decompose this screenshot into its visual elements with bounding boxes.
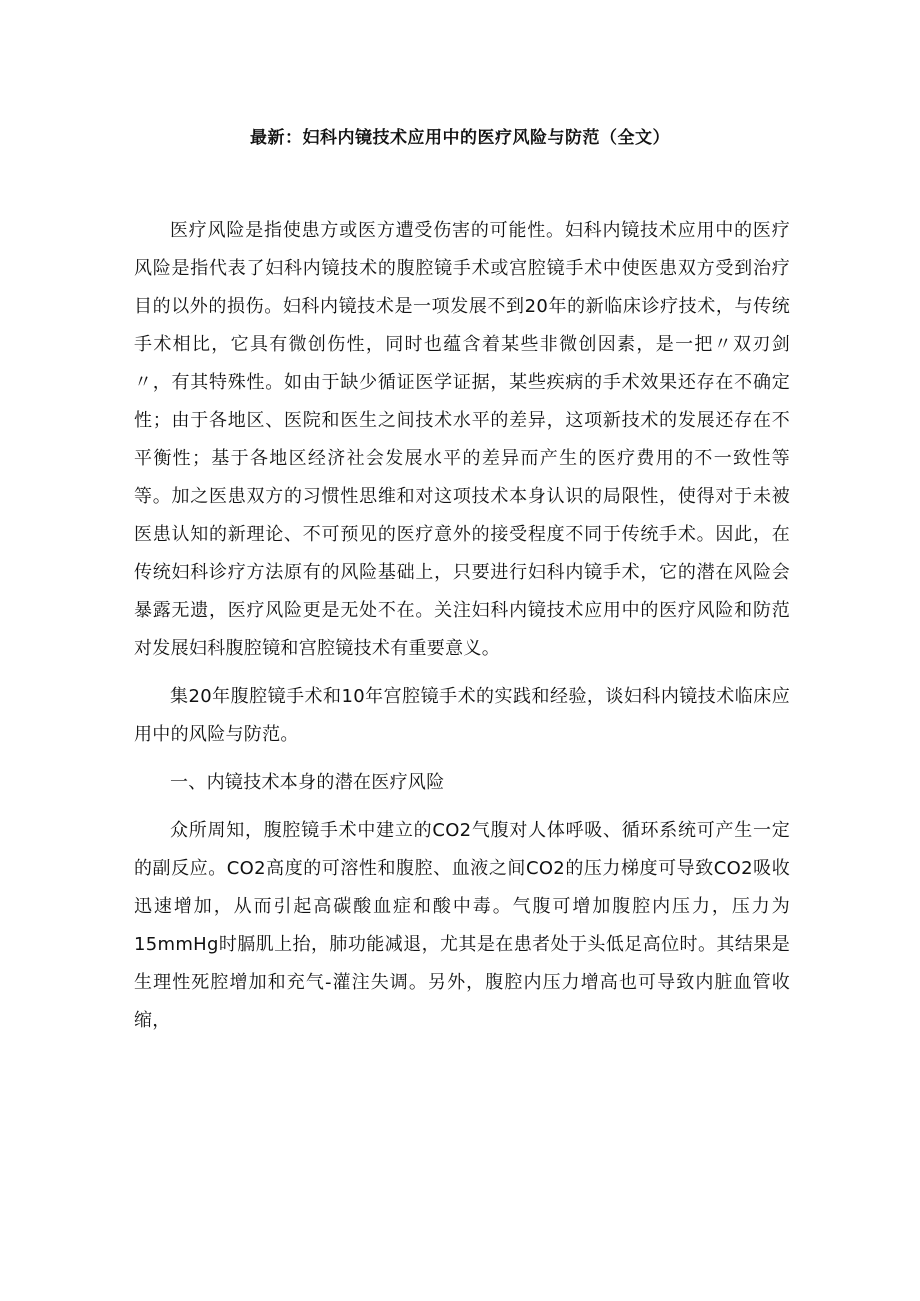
document-title: 最新：妇科内镜技术应用中的医疗风险与防范（全文） bbox=[250, 128, 670, 148]
paragraph-intro: 医疗风险是指使患方或医方遭受伤害的可能性。妇科内镜技术应用中的医疗风险是指代表了妇科内镜技术的腹腔镜手术或宫腔镜手术中使医患双方受到治疗目的以外的损伤。妇科内镜技术是一项发展不到20年的新临床诊疗技术，与传统手术相比，它具有微创伤性，同时也蕴含着某些非微创因素，是一把〃双刃剑〃，有其特殊性。如由于缺少循证医学证据，某些疾病的手术效果还存在不确定性；由于各地区、医院和医生之间技术水平的差异，这项新技术的发展还存在不平衡性；基于各地区经济社会发展水平的差异而产生的医疗费用的不一致性等等。加之医患双方的习惯性思维和对这项技术本身认识的局限性，使得对于未被医患认知的新理论、不可预见的医疗意外的接受程度不同于传统手术。因此，在传统妇科诊疗方法原有的风险基础上，只要进行妇科内镜手术，它的潜在风险会暴露无遗，医疗风险更是无处不在。关注妇科内镜技术应用中的医疗风险和防范对发展妇科腹腔镜和宫腔镜技术有重要意义。 bbox=[134, 220, 790, 659]
document-body bbox=[134, 212, 790, 1050]
section-heading-1: 一、内镜技术本身的潜在医疗风险 bbox=[170, 772, 445, 793]
paragraph-experience: 集20年腹腔镜手术和10年宫腔镜手术的实践和经验，谈妇科内镜技术临床应用中的风险与防范。 bbox=[134, 686, 790, 745]
paragraph-co2-pneumoperitoneum: 众所周知，腹腔镜手术中建立的CO2气腹对人体呼吸、循环系统可产生一定的副反应。CO2高度的可溶性和腹腔、血液之间CO2的压力梯度可导致CO2吸收迅速增加，从而引起高碳酸血症和酸中毒。气腹可增加腹腔内压力，压力为15mmHg时膈肌上抬，肺功能减退，尤其是在患者处于头低足高位时。其结果是生理性死腔增加和充气-灌注失调。另外，腹腔内压力增高也可导致内脏血管收缩， bbox=[134, 820, 790, 1031]
